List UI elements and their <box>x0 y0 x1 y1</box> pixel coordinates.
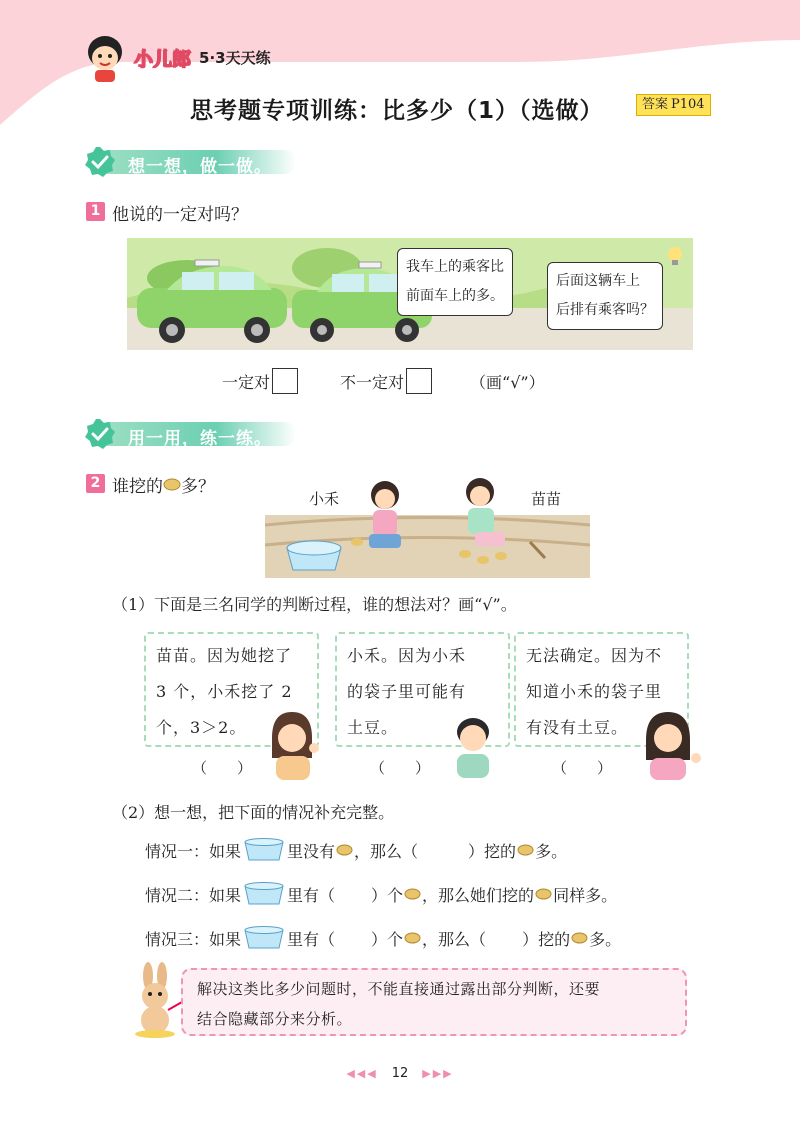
potato-icon <box>404 932 421 944</box>
potato-icon <box>571 932 588 944</box>
thought-bubble <box>547 262 663 330</box>
case-text: 里没有 <box>287 841 336 861</box>
boy-avatar-icon <box>447 712 499 778</box>
case-text: ，那么她们挖的 <box>422 885 535 905</box>
potato-icon <box>535 888 552 900</box>
thought-line: 后排有乘客吗？ <box>556 302 654 318</box>
card-line: 土豆。 <box>347 718 399 737</box>
subquestion-2: （2）想一想，把下面的情况补充完整。 <box>112 803 395 822</box>
section-label: 用一用，练一练。 <box>128 429 272 449</box>
question-number: 1 <box>86 202 105 221</box>
case-text: 里有（ <box>287 929 336 949</box>
card-line: 苗苗。因为她挖了 <box>156 646 293 665</box>
answer-paren-3[interactable]: （ ） <box>552 759 613 777</box>
potato-icon <box>517 844 534 856</box>
tip-line: 解决这类比多少问题时，不能直接通过露出部分判断，还要 <box>197 980 601 998</box>
tip-line: 结合隐藏部分来分析。 <box>197 1010 353 1028</box>
section-banner-practice <box>84 418 296 450</box>
checkmark-badge-icon <box>84 418 116 450</box>
brand-name: 小儿郎 <box>134 47 192 70</box>
case-text: 多。 <box>589 929 622 949</box>
digging-scene-illustration <box>265 470 590 578</box>
answer-page: P104 <box>671 97 705 112</box>
checkbox-sure[interactable] <box>272 368 298 394</box>
question-prompt: 他说的一定对吗？ <box>112 205 248 225</box>
card-line: 个，3＞2。 <box>156 718 247 737</box>
choice-hint: （画“√”） <box>470 372 545 392</box>
potato-icon <box>163 478 181 491</box>
case-text: 里有（ <box>287 885 336 905</box>
card-line: 有没有土豆。 <box>526 718 629 737</box>
girl-avatar-icon <box>632 708 704 780</box>
speech-line: 我车上的乘客比 <box>406 259 504 275</box>
prompt-text: 多？ <box>181 477 215 497</box>
checkmark-badge-icon <box>84 146 116 178</box>
page-footer <box>0 1066 800 1081</box>
section-banner-think <box>84 146 296 178</box>
page-number: 12 <box>391 1066 409 1081</box>
case-text: ，那么（ <box>354 841 419 861</box>
taxi-scene-illustration <box>127 238 693 350</box>
case-text: ）挖的 <box>468 841 517 861</box>
bag-icon <box>243 926 285 950</box>
left-arrows-icon: ◀◀◀ <box>346 1067 378 1080</box>
section-label: 想一想，做一做。 <box>128 157 272 177</box>
potato-icon <box>336 844 353 856</box>
page-title: 思考题专项训练：比多少（1）（选做） <box>190 98 604 124</box>
right-arrows-icon: ▶▶▶ <box>422 1067 454 1080</box>
girl-avatar-icon <box>262 708 324 780</box>
case-two <box>145 882 617 906</box>
prompt-text: 谁挖的 <box>112 477 163 497</box>
case-text: ，那么（ <box>422 929 487 949</box>
case-text: ）个 <box>371 885 404 905</box>
answer-reference[interactable] <box>636 94 711 116</box>
q1-choices <box>222 368 545 394</box>
bag-icon <box>243 838 285 862</box>
name-miaomiao: 苗苗 <box>531 490 562 508</box>
card-line: 知道小禾的袋子里 <box>526 682 663 701</box>
case-text: 多。 <box>535 841 568 861</box>
card-line: 无法确定。因为不 <box>526 646 663 665</box>
potato-icon <box>404 888 421 900</box>
choice-label-not-sure: 不一定对 <box>340 372 405 392</box>
subquestion-1: （1）下面是三名同学的判断过程，谁的想法对？画“√”。 <box>112 595 517 614</box>
case-text: 情况一：如果 <box>145 841 242 861</box>
rabbit-mascot-icon <box>128 962 184 1038</box>
card-line: 的袋子里可能有 <box>347 682 467 701</box>
question-prompt <box>112 472 215 497</box>
mascot-icon <box>82 30 128 84</box>
bag-icon <box>243 882 285 906</box>
name-xiaohe: 小禾 <box>309 490 340 508</box>
case-text: ）挖的 <box>522 929 571 949</box>
speech-bubble <box>397 248 513 316</box>
case-text: 情况三：如果 <box>145 929 242 949</box>
choice-label-sure: 一定对 <box>222 372 271 392</box>
speech-line: 前面车上的多。 <box>406 288 504 304</box>
case-text: ）个 <box>371 929 404 949</box>
answer-paren-2[interactable]: （ ） <box>370 759 431 777</box>
checkbox-not-sure[interactable] <box>406 368 432 394</box>
answer-paren-1[interactable]: （ ） <box>192 759 253 777</box>
case-one <box>145 838 567 862</box>
case-three <box>145 926 621 950</box>
card-line: 小禾。因为小禾 <box>347 646 467 665</box>
thought-line: 后面这辆车上 <box>556 273 640 289</box>
answer-label: 答案 <box>642 97 669 112</box>
case-text: 同样多。 <box>553 885 618 905</box>
brand-series: 5·3天天练 <box>199 48 271 67</box>
tip-box <box>181 968 687 1036</box>
card-line: 3 个，小禾挖了 2 <box>156 682 293 701</box>
case-text: 情况二：如果 <box>145 885 242 905</box>
brand-logo <box>82 30 271 84</box>
digging-kids-icon <box>265 470 590 578</box>
question-number: 2 <box>86 474 105 493</box>
